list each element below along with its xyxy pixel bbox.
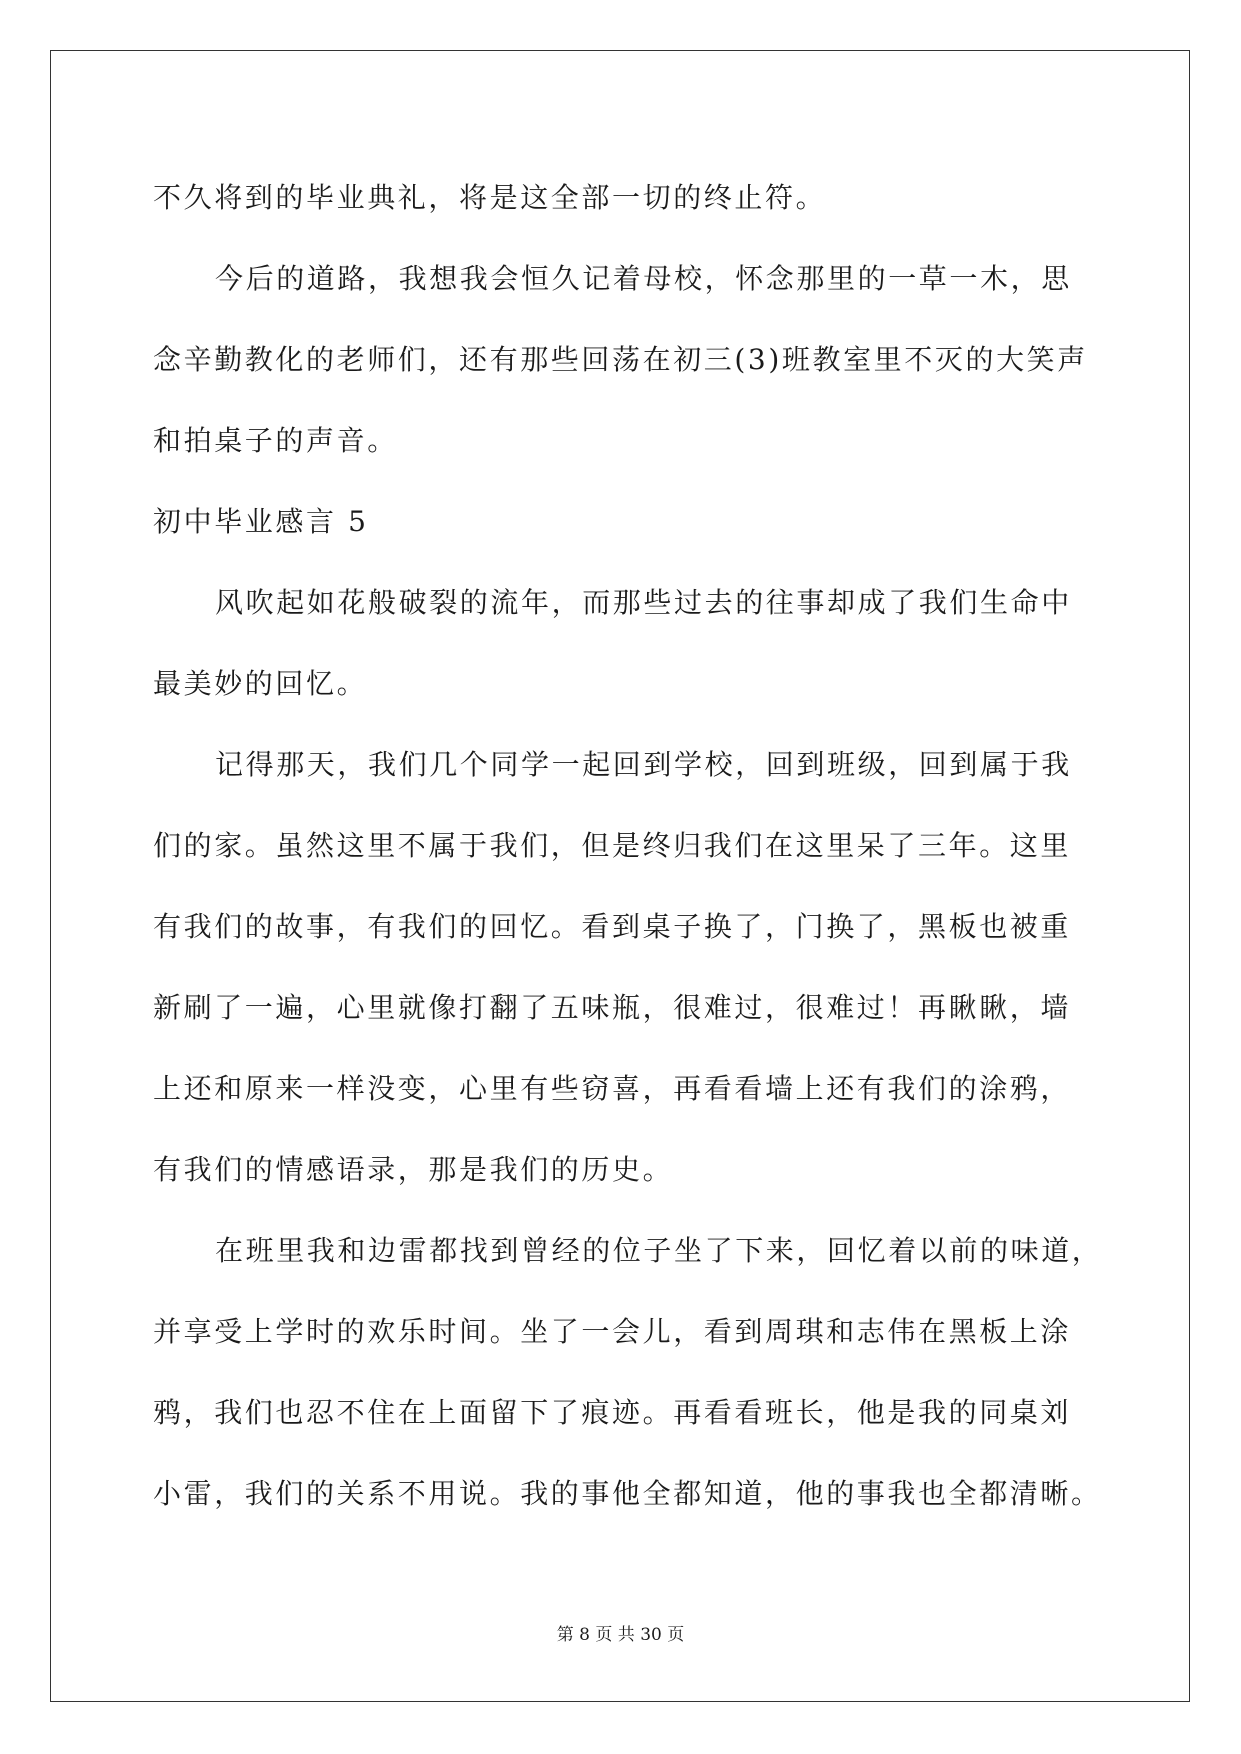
paragraph-line: 小雷，我们的关系不用说。我的事他全都知道，他的事我也全都清晰。 <box>153 1477 1102 1510</box>
paragraph-line: 和拍桌子的声音。 <box>153 424 398 457</box>
paragraph-line: 念辛勤教化的老师们，还有那些回荡在初三(3)班教室里不灭的大笑声 <box>153 343 1088 376</box>
paragraph-line: 今后的道路，我想我会恒久记着母校，怀念那里的一草一木，思 <box>215 262 1072 295</box>
paragraph-line: 记得那天，我们几个同学一起回到学校，回到班级，回到属于我 <box>215 748 1072 781</box>
paragraph-line: 有我们的情感语录，那是我们的历史。 <box>153 1153 674 1186</box>
paragraph-line: 风吹起如花般破裂的流年，而那些过去的往事却成了我们生命中 <box>215 586 1072 619</box>
paragraph-line: 新刷了一遍，心里就像打翻了五味瓶，很难过，很难过！再瞅瞅，墙 <box>153 991 1072 1024</box>
section-heading: 初中毕业感言 5 <box>153 505 369 538</box>
paragraph-line: 鸦，我们也忍不住在上面留下了痕迹。再看看班长，他是我的同桌刘 <box>153 1396 1072 1429</box>
page-number-footer: 第 8 页 共 30 页 <box>556 1625 685 1645</box>
paragraph-line: 上还和原来一样没变，心里有些窃喜，再看看墙上还有我们的涂鸦， <box>153 1072 1072 1105</box>
paragraph-line: 们的家。虽然这里不属于我们，但是终归我们在这里呆了三年。这里 <box>153 829 1072 862</box>
paragraph-line: 有我们的故事，有我们的回忆。看到桌子换了，门换了，黑板也被重 <box>153 910 1072 943</box>
paragraph-line: 最美妙的回忆。 <box>153 667 368 700</box>
paragraph-line: 在班里我和边雷都找到曾经的位子坐了下来，回忆着以前的味道， <box>215 1234 1103 1267</box>
document-body <box>153 157 1103 1534</box>
paragraph-line: 不久将到的毕业典礼，将是这全部一切的终止符。 <box>153 181 827 214</box>
paragraph-line: 并享受上学时的欢乐时间。坐了一会儿，看到周琪和志伟在黑板上涂 <box>153 1315 1072 1348</box>
